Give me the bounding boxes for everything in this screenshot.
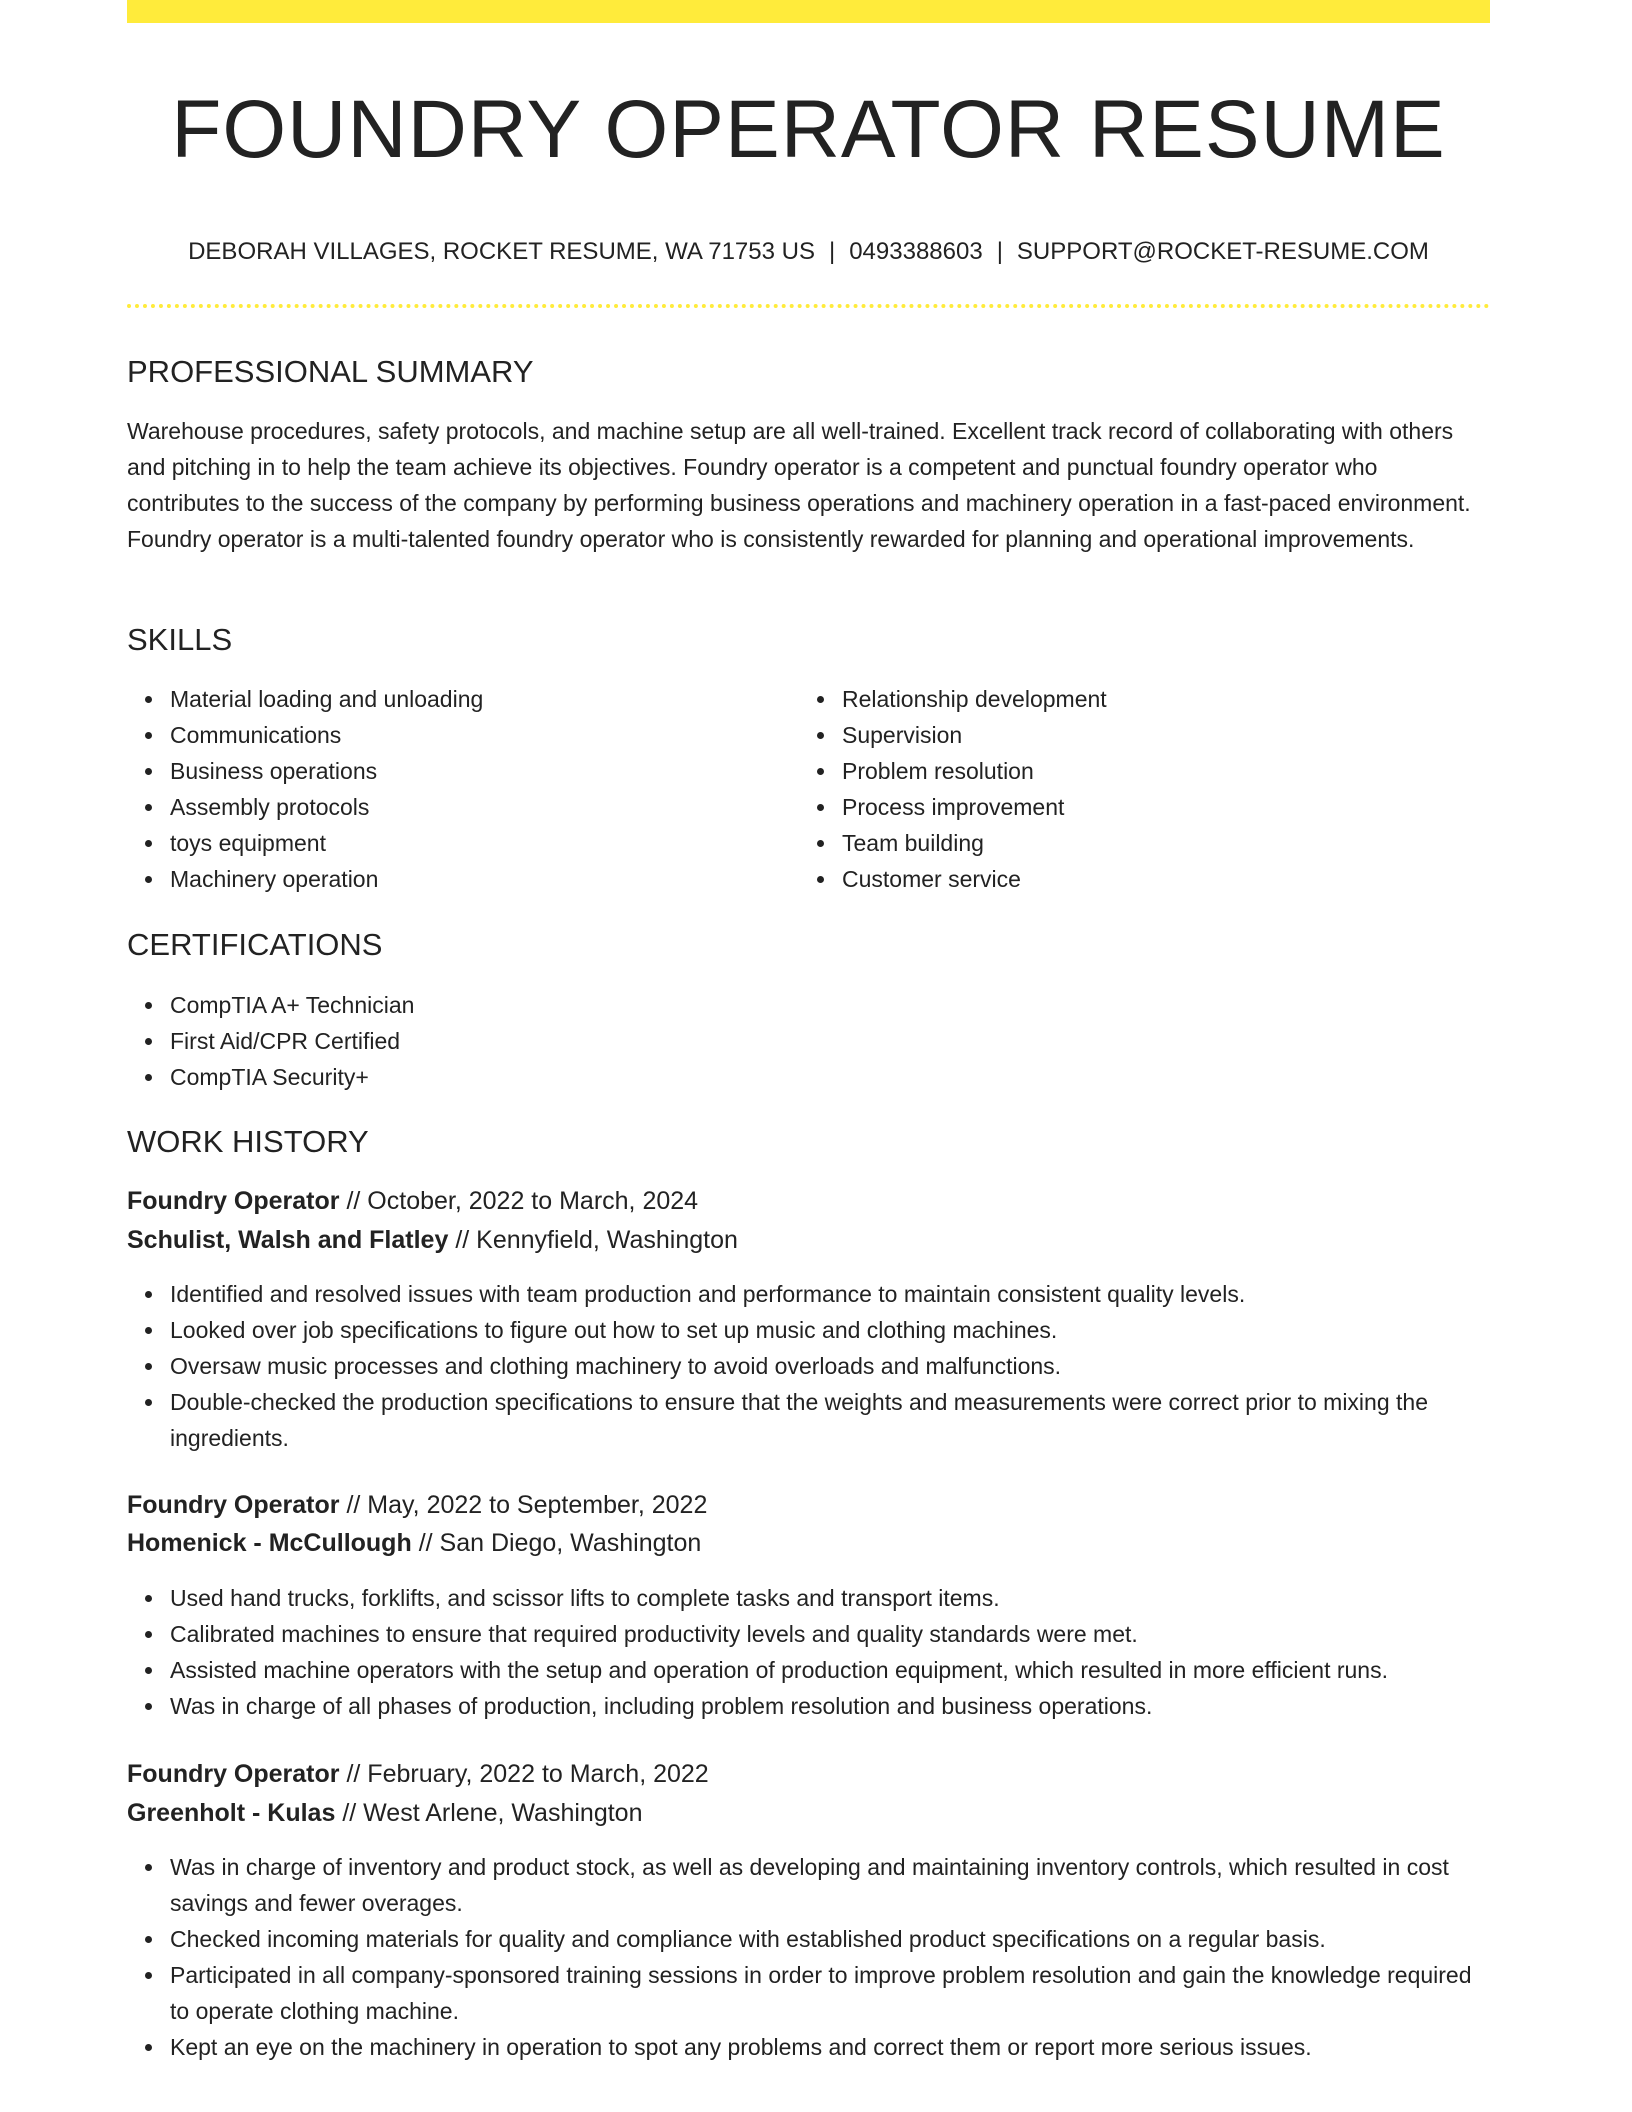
list-item: Business operations [127,753,797,789]
list-item: Process improvement [799,789,1479,825]
list-item: Assisted machine operators with the setup and operation of production equipment, which resulted in more efficient runs. [127,1652,1490,1688]
skills-list-right [799,681,1479,897]
list-item: CompTIA Security+ [127,1059,1490,1095]
job-company-line [127,1795,642,1831]
job-title-line [127,1183,698,1219]
list-item: Material loading and unloading [127,681,797,717]
list-item: Problem resolution [799,753,1479,789]
dotted-divider [127,304,1490,308]
job-dates: // October, 2022 to March, 2024 [346,1187,699,1215]
list-item: Kept an eye on the machinery in operation to spot any problems and correct them or report more serious issues. [127,2029,1490,2065]
job-title-line [127,1756,709,1792]
list-item: Checked incoming materials for quality and compliance with established product specifications on a regular basis. [127,1921,1490,1957]
list-item: Communications [127,717,797,753]
work-history-heading: WORK HISTORY [127,1124,369,1159]
job-location: // San Diego, Washington [418,1529,702,1557]
contact-line [127,236,1490,268]
contact-email[interactable]: SUPPORT@ROCKET-RESUME.COM [1016,238,1429,265]
job-location: // West Arlene, Washington [342,1799,643,1827]
job-company: Homenick - McCullough [127,1529,412,1557]
top-accent-bar [127,0,1490,23]
list-item: CompTIA A+ Technician [127,987,1490,1023]
list-item: First Aid/CPR Certified [127,1023,1490,1059]
list-item: Identified and resolved issues with team production and performance to maintain consistent quality levels. [127,1276,1490,1312]
list-item: Used hand trucks, forklifts, and scissor lifts to complete tasks and transport items. [127,1580,1490,1616]
job-title-line [127,1487,707,1523]
job-bullets [127,1580,1490,1724]
list-item: Looked over job specifications to figure out how to set up music and clothing machines. [127,1312,1490,1348]
job-title: Foundry Operator [127,1187,340,1215]
list-item: Assembly protocols [127,789,797,825]
job-company-line [127,1525,701,1561]
list-item: Oversaw music processes and clothing machinery to avoid overloads and malfunctions. [127,1348,1490,1384]
job-dates: // February, 2022 to March, 2022 [346,1760,709,1788]
job-company: Schulist, Walsh and Flatley [127,1226,449,1254]
list-item: Supervision [799,717,1479,753]
certifications-heading: CERTIFICATIONS [127,927,383,962]
job-dates: // May, 2022 to September, 2022 [346,1491,708,1519]
summary-text: Warehouse procedures, safety protocols, and machine setup are all well-trained. Excellent track record of collaborating with others and pitching in to help the team achieve its objectives. Foundry operator is a competent and punctual foundry operator who contributes to the success of the company by performing business operations and machinery operation in a fast-paced environment. Foundry operator is a multi-talented foundry operator who is consistently rewarded for planning and operational improvements. [127,418,1471,552]
skills-heading: SKILLS [127,622,233,657]
job-bullets [127,1849,1490,2065]
list-item: toys equipment [127,825,797,861]
list-item: Machinery operation [127,861,797,897]
contact-phone[interactable]: 0493388603 [849,238,983,265]
contact-address: DEBORAH VILLAGES, ROCKET RESUME, WA 71753 US [188,238,815,265]
list-item: Participated in all company-sponsored training sessions in order to improve problem resolution and gain the knowledge required to operate clothing machine. [127,1957,1490,2029]
list-item: Relationship development [799,681,1479,717]
list-item: Double-checked the production specifications to ensure that the weights and measurements were correct prior to mixing the ingredients. [127,1384,1490,1456]
certifications-list [127,987,1490,1095]
list-item: Was in charge of inventory and product stock, as well as developing and maintaining inventory controls, which resulted in cost savings and fewer overages. [127,1849,1490,1921]
list-item: Team building [799,825,1479,861]
list-item: Calibrated machines to ensure that required productivity levels and quality standards were met. [127,1616,1490,1652]
summary-heading: PROFESSIONAL SUMMARY [127,354,534,389]
contact-separator: | [996,238,1003,265]
contact-separator: | [828,238,836,265]
job-company-line [127,1222,738,1258]
job-company: Greenholt - Kulas [127,1799,336,1827]
job-title: Foundry Operator [127,1491,340,1519]
job-location: // Kennyfield, Washington [455,1226,738,1254]
resume-title: FOUNDRY OPERATOR RESUME [171,84,1446,175]
list-item: Was in charge of all phases of production, including problem resolution and business operations. [127,1688,1490,1724]
skills-list-left [127,681,797,897]
job-bullets [127,1276,1490,1456]
job-title: Foundry Operator [127,1760,340,1788]
list-item: Customer service [799,861,1479,897]
